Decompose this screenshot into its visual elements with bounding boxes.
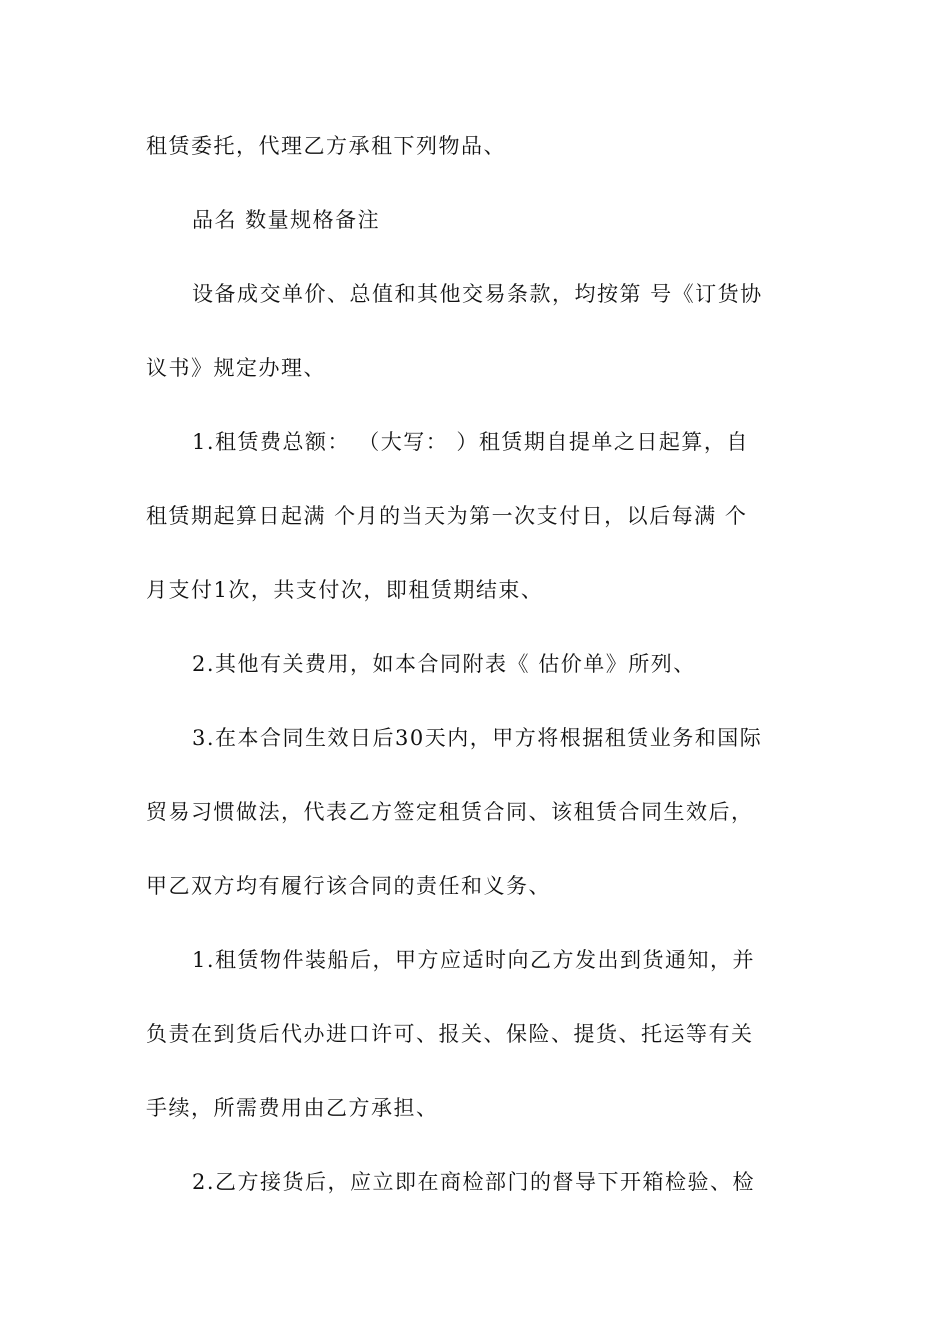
text-line: 议书》规定办理、 bbox=[146, 356, 326, 380]
text-line: 设备成交单价、总值和其他交易条款，均按第 号《订货协 bbox=[192, 282, 763, 306]
text-line: 3.在本合同生效日后30天内，甲方将根据租赁业务和国际 bbox=[192, 726, 763, 750]
text-line: 甲乙双方均有履行该合同的责任和义务、 bbox=[146, 874, 551, 898]
text-line: 2.其他有关费用，如本合同附表《 估价单》所列、 bbox=[192, 652, 696, 676]
text-line: 月支付1次，共支付次，即租赁期结束、 bbox=[146, 578, 544, 602]
text-line: 租赁期起算日起满 个月的当天为第一次支付日，以后每满 个 bbox=[146, 504, 748, 528]
text-line: 2.乙方接货后，应立即在商检部门的督导下开箱检验、检 bbox=[192, 1170, 756, 1194]
text-line: 1.租赁费总额： （大写： ）租赁期自提单之日起算，自 bbox=[192, 430, 749, 454]
text-line: 贸易习惯做法，代表乙方签定租赁合同、该租赁合同生效后， bbox=[146, 800, 754, 824]
text-line: 1.租赁物件装船后，甲方应适时向乙方发出到货通知，并 bbox=[192, 948, 756, 972]
text-line: 品名 数量规格备注 bbox=[192, 208, 381, 232]
text-line: 手续，所需费用由乙方承担、 bbox=[146, 1096, 439, 1120]
text-line: 负责在到货后代办进口许可、报关、保险、提货、托运等有关 bbox=[146, 1022, 754, 1046]
text-line: 租赁委托，代理乙方承租下列物品、 bbox=[146, 134, 506, 158]
document-body bbox=[146, 126, 806, 1236]
